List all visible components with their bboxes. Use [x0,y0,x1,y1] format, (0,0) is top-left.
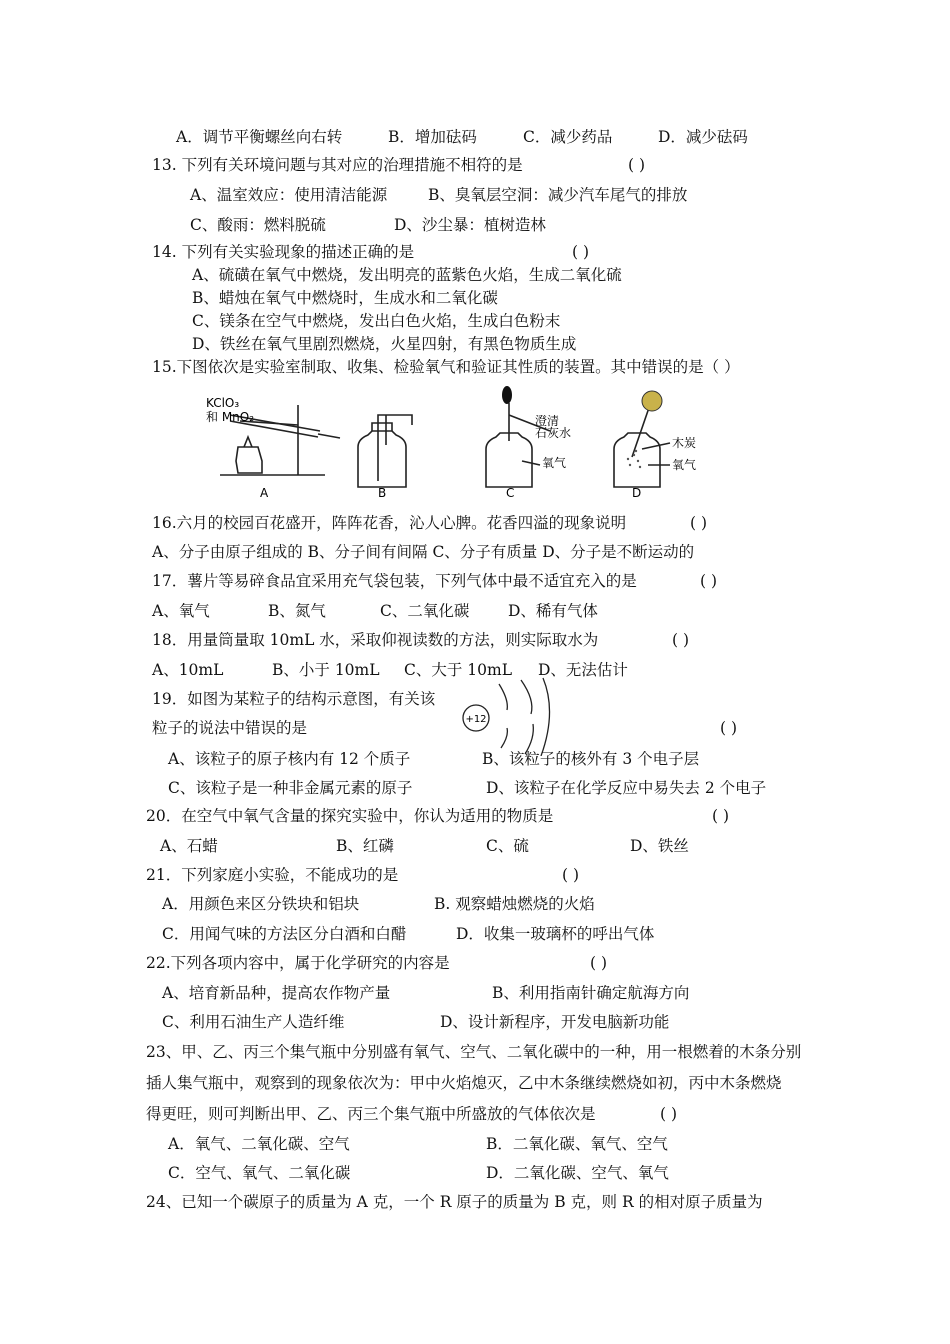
q15-oxygen-label-c: 氧气 [542,456,567,470]
q19-stem-line2: 粒子的说法中错误的是 [152,719,308,737]
q14-option-d: D、铁丝在氧气里剧烈燃烧，火星四射，有黑色物质生成 [192,335,577,353]
q20-answer-paren: ( ) [712,807,730,825]
q15-label-b: B [378,486,387,500]
q19-nucleus-charge: +12 [465,714,487,725]
q19-stem-line1: 19．如图为某粒子的结构示意图，有关该 [152,690,436,708]
q21-option-d: D．收集一玻璃杯的呼出气体 [456,925,655,943]
q15-charcoal-label: 木炭 [672,436,697,450]
q19-option-b: B、该粒子的核外有 3 个电子层 [482,750,700,768]
q20-option-d: D、铁丝 [630,837,689,855]
q22-answer-paren: ( ) [590,954,608,972]
q22-option-c: C、利用石油生产人造纤维 [162,1013,345,1031]
q20-option-b: B、红磷 [336,837,394,855]
q15-stem: 15.下图依次是实验室制取、收集、检验氧气和验证其性质的装置。其中错误的是（ ） [152,358,740,376]
q22-option-b: B、利用指南针确定航海方向 [492,984,690,1002]
q21-option-c: C．用闻气味的方法区分白酒和白醋 [162,925,407,943]
q23-stem-line2: 插人集气瓶中，观察到的现象依次为：甲中火焰熄灭，乙中木条继续燃烧如初，丙中木条燃烧 [146,1074,782,1092]
q12-option-a: A．调节平衡螺丝向右转 [176,128,343,146]
q21-option-a: A．用颜色来区分铁块和铝块 [162,895,360,913]
q13-answer-paren: ( ) [628,156,646,174]
q15-apparatus-figure [200,385,730,500]
q23-answer-paren: ( ) [660,1105,678,1123]
q23-option-d: D．二氧化碳、空气、氧气 [486,1164,669,1182]
q14-option-a: A、硫磺在氧气中燃烧，发出明亮的蓝紫色火焰，生成二氧化硫 [192,266,622,284]
q17-option-c: C、二氧化碳 [380,602,470,620]
q15-label-d: D [632,486,642,500]
q14-option-b: B、蜡烛在氧气中燃烧时，生成水和二氧化碳 [192,289,498,307]
q15-oxygen-label-d: 氧气 [672,458,697,472]
q19-option-c: C、该粒子是一种非金属元素的原子 [168,779,413,797]
q23-stem-line1: 23、甲、乙、丙三个集气瓶中分别盛有氧气、空气、二氧化碳中的一种，用一根燃着的木条分别 [146,1043,802,1061]
q12-option-c: C．减少药品 [523,128,613,146]
q12-option-b: B．增加砝码 [388,128,477,146]
q14-answer-paren: ( ) [572,243,590,261]
q19-answer-paren: ( ) [720,719,738,737]
q21-answer-paren: ( ) [562,866,580,884]
q20-option-a: A、石蜡 [160,837,218,855]
q18-option-b: B、小于 10mL [272,661,380,679]
q13-option-b: B、臭氧层空洞：减少汽车尾气的排放 [428,186,688,204]
q16-answer-paren: ( ) [690,514,708,532]
q18-option-c: C、大于 10mL [404,661,513,679]
q13-option-d: D、沙尘暴：植树造林 [394,216,546,234]
q23-option-c: C．空气、氧气、二氧化碳 [168,1164,351,1182]
q23-option-a: A．氧气、二氧化碳、空气 [168,1135,350,1153]
q12-option-d: D．减少砝码 [658,128,748,146]
q16-options: A、分子由原子组成的 B、分子间有间隔 C、分子有质量 D、分子是不断运动的 [152,543,695,561]
q18-answer-paren: ( ) [672,631,690,649]
q23-option-b: B．二氧化碳、氧气、空气 [486,1135,668,1153]
q17-option-b: B、氮气 [268,602,326,620]
q18-option-a: A、10mL [152,661,224,679]
q18-stem: 18．用量筒量取 10mL 水，采取仰视读数的方法，则实际取水为 [152,631,599,649]
q17-answer-paren: ( ) [700,572,718,590]
q17-option-a: A、氧气 [152,602,210,620]
q19-option-a: A、该粒子的原子核内有 12 个质子 [168,750,411,768]
q14-option-c: C、镁条在空气中燃烧，发出白色火焰，生成白色粉末 [192,312,561,330]
q22-option-a: A、培育新品种，提高农作物产量 [162,984,391,1002]
q15-label-c: C [506,486,515,500]
q24-stem-line1: 24、已知一个碳原子的质量为 A 克，一个 R 原子的质量为 B 克，则 R 的相对原子质量为 [146,1193,763,1211]
q20-option-c: C、硫 [486,837,529,855]
q15-limewater-label-2: 石灰水 [535,426,572,440]
q23-stem-line3: 得更旺，则可判断出甲、乙、丙三个集气瓶中所盛放的气体依次是 [146,1105,596,1123]
q20-stem: 20．在空气中氧气含量的探究实验中，你认为适用的物质是 [146,807,554,825]
q19-particle-structure-diagram [455,676,565,756]
q13-option-a: A、温室效应：使用清洁能源 [190,186,388,204]
q19-option-d: D、该粒子在化学反应中易失去 2 个电子 [486,779,767,797]
q18-option-d: D、无法估计 [538,661,628,679]
q13-stem: 13. 下列有关环境问题与其对应的治理措施不相符的是 [152,156,523,174]
q15-label-a: A [260,486,269,500]
q17-option-d: D、稀有气体 [508,602,598,620]
q14-stem: 14. 下列有关实验现象的描述正确的是 [152,243,415,261]
q21-option-b: B. 观察蜡烛燃烧的火焰 [434,895,595,913]
q16-stem: 16.六月的校园百花盛开，阵阵花香，沁人心脾。花香四溢的现象说明 [152,514,627,532]
q15-mno2-label: 和 MnO₂ [206,410,255,424]
q17-stem: 17．薯片等易碎食品宜采用充气袋包装，下列气体中最不适宜充入的是 [152,572,637,590]
q15-limewater-label-1: 澄清 [535,414,560,428]
q15-kclo3-label: KClO₃ [206,396,240,410]
q21-stem: 21．下列家庭小实验，不能成功的是 [146,866,399,884]
q22-option-d: D、设计新程序，开发电脑新功能 [440,1013,670,1031]
q22-stem: 22.下列各项内容中，属于化学研究的内容是 [146,954,450,972]
q13-option-c: C、酸雨：燃料脱硫 [190,216,326,234]
